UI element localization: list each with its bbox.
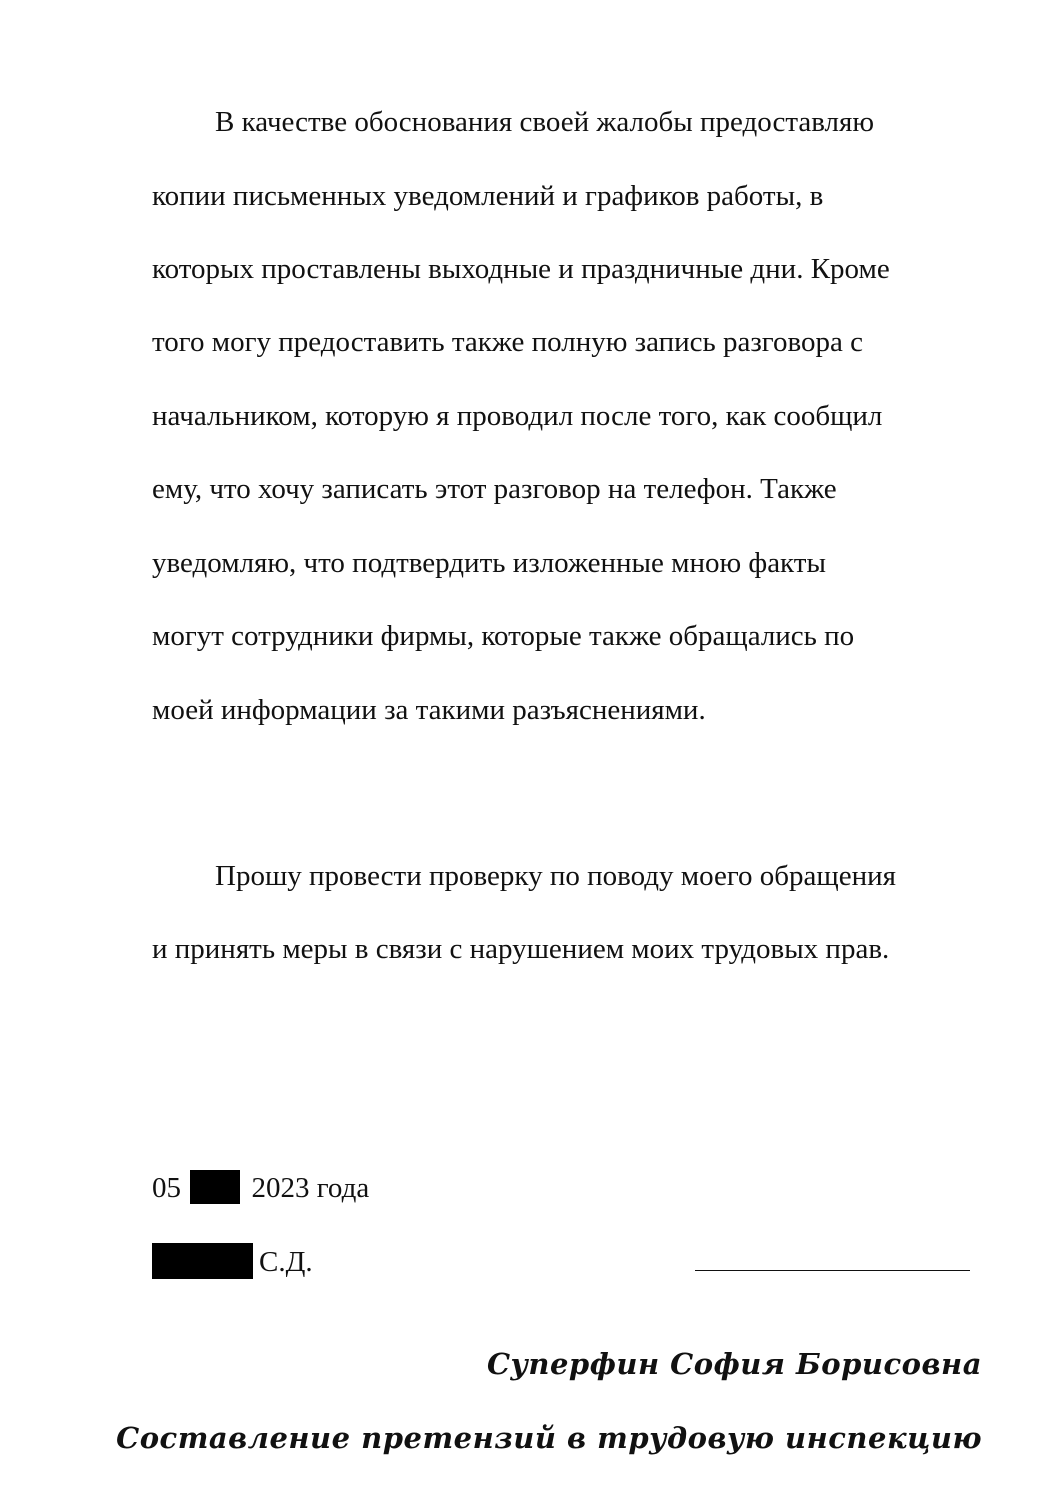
signature-initials: С.Д. <box>259 1246 313 1278</box>
paragraph-1-line-6: ему, что хочу записать этот разговор на телефон. Также <box>152 473 837 505</box>
signature-underline <box>695 1270 970 1271</box>
date-day: 05 <box>152 1172 181 1204</box>
paragraph-1-line-2: копии письменных уведомлений и графиков работы, в <box>152 180 824 212</box>
paragraph-1-line-8: могут сотрудники фирмы, которые также обращались по <box>152 620 855 652</box>
date-line <box>152 1170 369 1207</box>
paragraph-1-line-9: моей информации за такими разъяснениями. <box>152 694 706 726</box>
paragraph-1-line-7: уведомляю, что подтвердить изложенные мною факты <box>152 547 826 579</box>
paragraph-2-line-1: Прошу провести проверку по поводу моего обращения <box>215 860 896 892</box>
date-year: 2023 года <box>251 1172 370 1204</box>
redacted-month-block <box>190 1170 240 1204</box>
footer-subtitle: Составление претензий в трудовую инспекцию <box>116 1421 982 1455</box>
footer-author: Суперфин София Борисовна <box>486 1347 982 1381</box>
paragraph-1-line-3: которых проставлены выходные и праздничные дни. Кроме <box>152 253 890 285</box>
paragraph-1-line-4: того могу предоставить также полную запись разговора с <box>152 326 863 358</box>
paragraph-1-line-1: В качестве обоснования своей жалобы предоставляю <box>215 106 875 138</box>
paragraph-2-line-2: и принять меры в связи с нарушением моих трудовых прав. <box>152 933 890 965</box>
signature-name-line <box>152 1244 313 1282</box>
redacted-surname-block <box>152 1243 253 1279</box>
paragraph-1-line-5: начальником, которую я проводил после того, как сообщил <box>152 400 883 432</box>
